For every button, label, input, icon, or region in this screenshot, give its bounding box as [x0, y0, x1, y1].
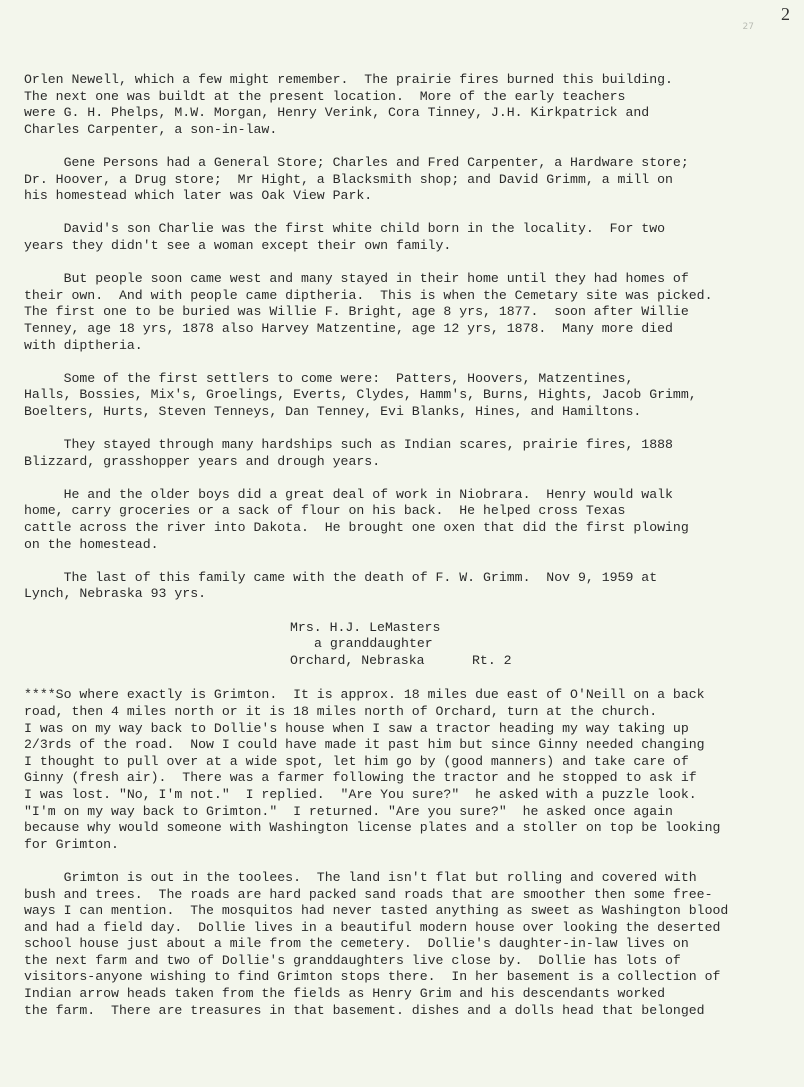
- text-line: ****So where exactly is Grimton. It is approx. 18 miles due east of O'Neill on a back: [24, 687, 705, 703]
- text-line: They stayed through many hardships such as Indian scares, prairie fires, 1888: [24, 437, 673, 453]
- text-line: The next one was buildt at the present location. More of the early teachers: [24, 88, 626, 104]
- paragraphs-section-1: [24, 72, 784, 603]
- text-line: Charles Carpenter, a son-in-law.: [24, 121, 278, 137]
- signature-location: Orchard, Nebraska Rt. 2: [290, 652, 512, 668]
- text-line: 2/3rds of the road. Now I could have made it past him but since Ginny needed changing: [24, 737, 705, 753]
- document-body: [24, 72, 784, 1036]
- text-line: Halls, Bossies, Mix's, Groelings, Everts, Clydes, Hamm's, Burns, Hights, Jacob Grimm,: [24, 387, 697, 403]
- text-line: Some of the first settlers to come were: Patters, Hoovers, Matzentines,: [24, 370, 634, 386]
- signature-block: [24, 620, 784, 670]
- text-line: for Grimton.: [24, 836, 119, 852]
- text-line: their own. And with people came diptheria. This is when the Cemetary site was picked.: [24, 287, 713, 303]
- paragraph: [24, 870, 784, 1019]
- text-line: Dr. Hoover, a Drug store; Mr Hight, a Blacksmith shop; and David Grimm, a mill on: [24, 171, 673, 187]
- text-line: "I'm on my way back to Grimton." I returned. "Are you sure?" he asked once again: [24, 803, 673, 819]
- signature-relation: a granddaughter: [314, 636, 433, 652]
- text-line: Orlen Newell, which a few might remember. The prairie fires burned this building.: [24, 72, 673, 87]
- text-line: on the homestead.: [24, 536, 159, 552]
- text-line: He and the older boys did a great deal of work in Niobrara. Henry would walk: [24, 486, 673, 502]
- paragraph: [24, 221, 784, 254]
- text-line: The last of this family came with the death of F. W. Grimm. Nov 9, 1959 at: [24, 569, 658, 585]
- text-line: his homestead which later was Oak View Park.: [24, 188, 373, 204]
- text-line: I thought to pull over at a wide spot, let him go by (good manners) and take care of: [24, 753, 689, 769]
- text-line: Indian arrow heads taken from the fields as Henry Grim and his descendants worked: [24, 986, 666, 1002]
- text-line: visitors-anyone wishing to find Grimton stops there. In her basement is a collection of: [24, 969, 721, 985]
- page-number: 2: [781, 4, 790, 24]
- text-line: I was on my way back to Dollie's house when I saw a tractor heading my way taking up: [24, 720, 689, 736]
- paragraph: [24, 570, 784, 603]
- paragraph: [24, 72, 784, 138]
- text-line: Gene Persons had a General Store; Charles and Fred Carpenter, a Hardware store;: [24, 154, 689, 170]
- text-line: bush and trees. The roads are hard packed sand roads that are smoother then some free-: [24, 886, 713, 902]
- text-line: Blizzard, grasshopper years and drough years.: [24, 453, 381, 469]
- paragraph: [24, 487, 784, 553]
- text-line: David's son Charlie was the first white child born in the locality. For two: [24, 221, 666, 237]
- text-line: Grimton is out in the toolees. The land isn't flat but rolling and covered with: [24, 869, 697, 885]
- signature-name: Mrs. H.J. LeMasters: [290, 619, 441, 635]
- text-line: The first one to be buried was Willie F. Bright, age 8 yrs, 1877. soon after Willie: [24, 304, 689, 320]
- text-line: cattle across the river into Dakota. He brought one oxen that did the first plowing: [24, 520, 689, 536]
- text-line: Boelters, Hurts, Steven Tenneys, Dan Tenney, Evi Blanks, Hines, and Hamiltons.: [24, 403, 642, 419]
- text-line: were G. H. Phelps, M.W. Morgan, Henry Verink, Cora Tinney, J.H. Kirkpatrick and: [24, 105, 650, 121]
- text-line: and had a field day. Dollie lives in a beautiful modern house over looking the deserted: [24, 919, 721, 935]
- text-line: years they didn't see a woman except their own family.: [24, 237, 452, 253]
- pencil-mark: 27: [742, 22, 754, 32]
- text-line: school house just about a mile from the cemetery. Dollie's daughter-in-law lives on: [24, 936, 689, 952]
- paragraph: [24, 437, 784, 470]
- text-line: the farm. There are treasures in that basement. dishes and a dolls head that belonged: [24, 1002, 705, 1018]
- text-line: Lynch, Nebraska 93 yrs.: [24, 586, 207, 602]
- paragraph: [24, 687, 784, 853]
- paragraph: [24, 155, 784, 205]
- paragraph: [24, 271, 784, 354]
- text-line: Ginny (fresh air). There was a farmer following the tractor and he stopped to ask if: [24, 770, 697, 786]
- text-line: Tenney, age 18 yrs, 1878 also Harvey Matzentine, age 12 yrs, 1878. Many more died: [24, 320, 673, 336]
- paragraphs-section-2: [24, 687, 784, 1019]
- paragraph: [24, 371, 784, 421]
- text-line: But people soon came west and many stayed in their home until they had homes of: [24, 271, 689, 287]
- text-line: the next farm and two of Dollie's granddaughters live close by. Dollie has lots of: [24, 952, 681, 968]
- text-line: road, then 4 miles north or it is 18 miles north of Orchard, turn at the church.: [24, 703, 658, 719]
- text-line: home, carry groceries or a sack of flour on his back. He helped cross Texas: [24, 503, 626, 519]
- text-line: with diptheria.: [24, 337, 143, 353]
- text-line: ways I can mention. The mosquitos had never tasted anything as sweet as Washington blood: [24, 903, 729, 919]
- text-line: I was lost. "No, I'm not." I replied. "Are You sure?" he asked with a puzzle look.: [24, 786, 697, 802]
- text-line: because why would someone with Washington license plates and a stoller on top be looking: [24, 820, 721, 836]
